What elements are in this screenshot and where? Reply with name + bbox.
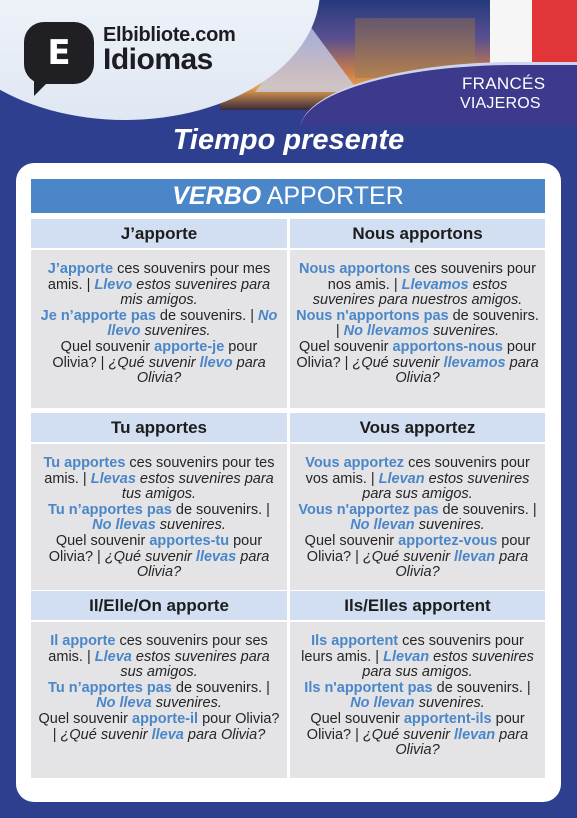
cell-heading: Vous apportez bbox=[290, 413, 545, 442]
sentence-text: pour Olivia? | bbox=[48, 532, 263, 565]
sentence-text: para Olivia? bbox=[136, 354, 266, 387]
example-sentence bbox=[37, 456, 281, 503]
logo-letter: E bbox=[47, 33, 71, 73]
french-verb: apporte-il bbox=[132, 710, 199, 727]
sentence-text: ces souvenirs pour leurs amis. | bbox=[301, 633, 524, 665]
sentence-text: pour Olivia? | bbox=[306, 710, 525, 743]
brand-name: Idiomas bbox=[103, 43, 213, 76]
cell-examples bbox=[31, 444, 287, 590]
sentence-text: para Olivia? bbox=[136, 548, 270, 581]
example-sentence bbox=[296, 503, 539, 534]
sentence-text: pour Olivia? | bbox=[306, 532, 531, 565]
tag-language: FRANCÉS bbox=[462, 74, 546, 93]
french-verb: Tu n’apportes pas bbox=[48, 679, 172, 696]
spanish-verb: lleva bbox=[151, 726, 184, 743]
spanish-verb: No llevamos bbox=[343, 323, 430, 340]
sentence-text: de souvenirs. | bbox=[155, 307, 258, 324]
sentence-text: para Olivia? bbox=[395, 354, 539, 387]
spanish-verb: Llevo bbox=[94, 276, 133, 293]
sentence-text: para Olivia? bbox=[395, 726, 529, 759]
sentence-text: ¿Qué suvenir bbox=[104, 548, 196, 565]
french-verb: J’apporte bbox=[47, 261, 114, 277]
sentence-text: de souvenirs. | bbox=[432, 679, 531, 696]
spanish-verb: No llevas bbox=[92, 517, 156, 534]
spanish-verb: No lleva bbox=[96, 695, 152, 712]
sentence-text: estos suvenires para nuestros amigos. bbox=[312, 276, 523, 309]
cell-heading: Il/Elle/On apporte bbox=[31, 591, 287, 620]
cell-examples bbox=[31, 250, 287, 408]
header-banner bbox=[0, 0, 577, 125]
sentence-text: para Olivia? bbox=[183, 726, 266, 743]
french-verb: apportez-vous bbox=[398, 532, 498, 549]
example-sentence bbox=[296, 340, 539, 387]
verb-word: APPORTER bbox=[266, 182, 404, 210]
french-verb: Il apporte bbox=[50, 633, 116, 649]
spanish-verb: No llevan bbox=[350, 517, 415, 534]
sentence-text: Quel souvenir bbox=[310, 710, 404, 727]
sentence-text: Quel souvenir bbox=[299, 338, 393, 355]
brand-site: Elbibliote.com bbox=[103, 24, 236, 46]
sentence-text: ¿Qué suvenir bbox=[60, 726, 152, 743]
cell-heading: Ils/Elles apportent bbox=[290, 591, 545, 620]
french-verb: Je n’apporte pas bbox=[40, 307, 156, 324]
cell-heading: Nous apportons bbox=[290, 219, 545, 248]
french-verb: apportes-tu bbox=[149, 532, 230, 549]
sentence-text: ces souvenirs pour mes amis. | bbox=[47, 261, 271, 293]
example-sentence bbox=[37, 340, 281, 387]
sentence-text: estos suvenires para sus amigos. bbox=[362, 648, 534, 681]
example-sentence bbox=[296, 712, 539, 759]
sentence-text: de souvenirs. | bbox=[171, 501, 270, 518]
example-sentence bbox=[37, 712, 281, 743]
sentence-text: ¿Qué suvenir bbox=[362, 726, 455, 743]
example-sentence bbox=[296, 262, 539, 309]
french-verb: Nous apportons bbox=[299, 261, 411, 277]
cell-heading: J’apporte bbox=[31, 219, 287, 248]
example-sentence bbox=[296, 456, 539, 503]
sentence-text: suvenires. bbox=[429, 323, 500, 340]
example-sentence bbox=[37, 503, 281, 534]
sentence-text: suvenires. bbox=[414, 695, 485, 712]
example-sentence bbox=[296, 634, 539, 681]
cell-examples bbox=[290, 444, 545, 590]
spanish-verb: llevo bbox=[199, 354, 233, 371]
spanish-verb: llevas bbox=[195, 548, 237, 565]
sentence-text: suvenires. bbox=[140, 323, 211, 340]
example-sentence bbox=[37, 681, 281, 712]
french-verb: Ils apportent bbox=[311, 633, 399, 649]
sentence-text: Quel souvenir bbox=[60, 338, 155, 355]
sentence-text: pour Olivia? | bbox=[296, 338, 536, 371]
sentence-text: Quel souvenir bbox=[304, 532, 399, 549]
sentence-text: pour Olivia? | bbox=[52, 338, 258, 371]
sentence-text: Quel souvenir bbox=[55, 532, 150, 549]
french-verb: Vous n'apportez pas bbox=[298, 501, 439, 518]
tag-audience: VIAJEROS bbox=[460, 95, 541, 112]
sentence-text: suvenires. bbox=[155, 517, 226, 534]
cell-examples bbox=[31, 622, 287, 778]
french-verb: apportons-nous bbox=[392, 338, 503, 355]
french-verb: Vous apportez bbox=[305, 455, 405, 471]
example-sentence bbox=[296, 681, 539, 712]
spanish-verb: llevan bbox=[454, 726, 496, 743]
sentence-text: estos suvenires para tus amigos. bbox=[121, 470, 274, 503]
sentence-text: suvenires. bbox=[414, 517, 485, 534]
french-verb: apporte-je bbox=[154, 338, 225, 355]
sentence-text: pour Olivia? | bbox=[52, 710, 280, 743]
sentence-text: ¿Qué suvenir bbox=[362, 548, 455, 565]
french-verb: Nous n'apportons pas bbox=[296, 307, 449, 324]
sentence-text: ces souvenirs pour nos amis. | bbox=[327, 261, 536, 293]
sentence-text: de souvenirs. | bbox=[335, 307, 539, 340]
sentence-text: para Olivia? bbox=[395, 548, 529, 581]
sentence-text: de souvenirs. | bbox=[438, 501, 537, 518]
sentence-text: suvenires. bbox=[151, 695, 222, 712]
cell-examples bbox=[290, 250, 545, 408]
verb-prefix: VERBO bbox=[172, 182, 262, 210]
french-verb: apportent-ils bbox=[403, 710, 492, 727]
french-verb: Tu apportes bbox=[43, 455, 126, 471]
spanish-verb: Llevamos bbox=[401, 276, 469, 293]
sentence-text: estos suvenires para sus amigos. bbox=[362, 470, 530, 503]
sentence-text: de souvenirs. | bbox=[171, 679, 270, 696]
spanish-verb: Llevas bbox=[90, 470, 136, 487]
spanish-verb: llevamos bbox=[443, 354, 506, 371]
sentence-text: ces souvenirs pour ses amis. | bbox=[48, 633, 268, 665]
example-sentence bbox=[37, 634, 281, 681]
page-title: Tiempo presente bbox=[172, 124, 405, 156]
cell-examples bbox=[290, 622, 545, 778]
example-sentence bbox=[37, 534, 281, 581]
sentence-text: estos suvenires para sus amigos. bbox=[120, 648, 270, 681]
sentence-text: ces souvenirs pour vos amis. | bbox=[305, 455, 530, 487]
example-sentence bbox=[296, 309, 539, 340]
sentence-text: Quel souvenir bbox=[38, 710, 133, 727]
example-sentence bbox=[37, 309, 281, 340]
french-verb: Tu n’apportes pas bbox=[48, 501, 172, 518]
example-sentence bbox=[296, 534, 539, 581]
spanish-verb: llevan bbox=[454, 548, 496, 565]
sentence-text: estos suvenires para mis amigos. bbox=[120, 276, 271, 309]
spanish-verb: Llevan bbox=[378, 470, 425, 487]
verb-title bbox=[31, 179, 545, 213]
spanish-verb: No llevo bbox=[107, 307, 278, 340]
sentence-text: ¿Qué suvenir bbox=[108, 354, 200, 371]
cell-heading: Tu apportes bbox=[31, 413, 287, 442]
sentence-text: ces souvenirs pour tes amis. | bbox=[44, 455, 275, 487]
spanish-verb: No llevan bbox=[350, 695, 415, 712]
spanish-verb: Llevan bbox=[383, 648, 430, 665]
spanish-verb: Lleva bbox=[94, 648, 132, 665]
example-sentence bbox=[37, 262, 281, 309]
sentence-text: ¿Qué suvenir bbox=[352, 354, 444, 371]
french-verb: Ils n'apportent pas bbox=[304, 679, 433, 696]
